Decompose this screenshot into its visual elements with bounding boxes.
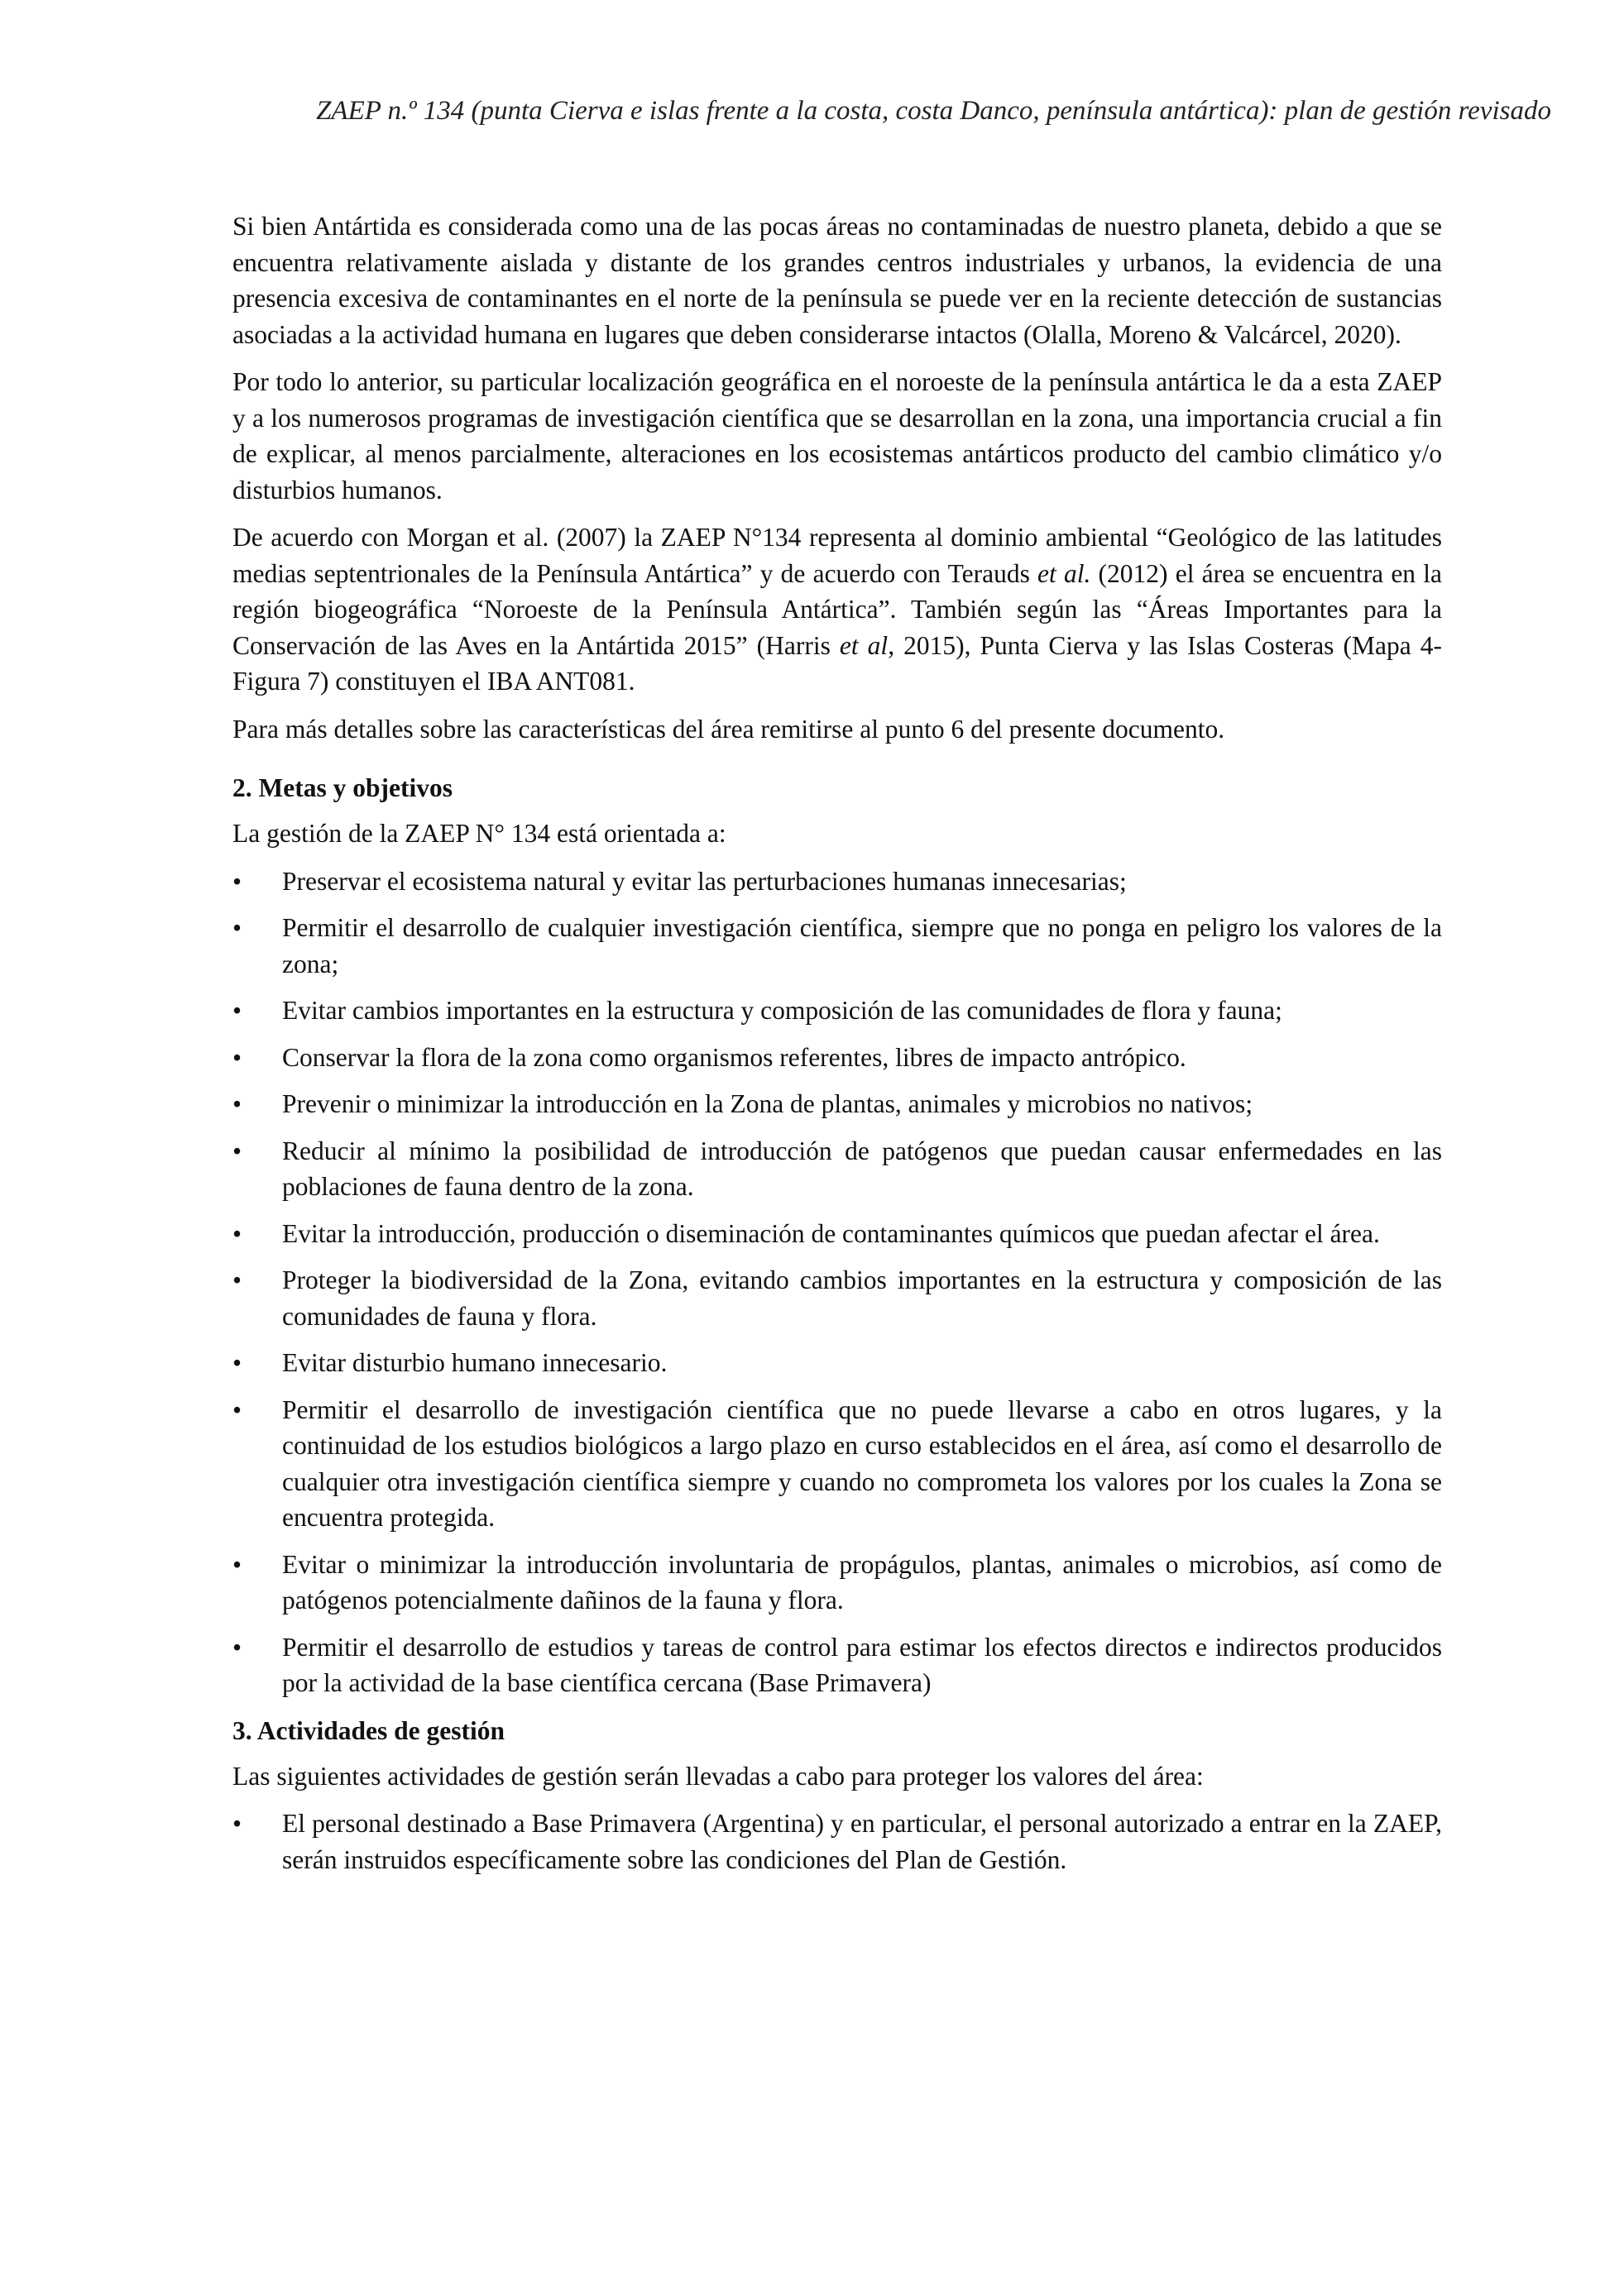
biogeography-paragraph bbox=[232, 519, 1442, 700]
list-item-text: Proteger la biodiversidad de la Zona, evitando cambios importantes en la estructura y composición de las comunidades de fauna y flora. bbox=[282, 1265, 1442, 1331]
intro-paragraph-1: Si bien Antártida es considerada como una de las pocas áreas no contaminadas de nuestro planeta, debido a que se encuentra relativamente aislada y distante de los grandes centros industriales y urbanos, la evidencia de una presencia excesiva de contaminantes en el norte de la península se puede ver en la reciente detección de sustancias asociadas a la actividad humana en lugares que deben considerarse intactos (Olalla, Moreno & Valcárcel, 2020). bbox=[232, 212, 1442, 349]
details-paragraph: Para más detalles sobre las características del área remitirse al punto 6 del presente documento. bbox=[232, 714, 1225, 744]
list-item bbox=[232, 1806, 1442, 1877]
list-item bbox=[232, 1040, 1442, 1076]
list-item bbox=[232, 1392, 1442, 1536]
bullet-icon: • bbox=[232, 913, 242, 942]
list-item-text: Evitar o minimizar la introducción involuntaria de propágulos, plantas, animales o microbios, así como de patógenos potencialmente dañinos de la fauna y flora. bbox=[282, 1549, 1442, 1614]
bullet-icon: • bbox=[232, 1348, 242, 1377]
intro-paragraph-2: Por todo lo anterior, su particular localización geográfica en el noroeste de la península antártica le da a esta ZAEP y a los numerosos programas de investigación científica que se desarrollan en la zona, una importancia crucial a fin de explicar, al menos parcialmente, alteraciones en los ecosistemas antárticos producto del cambio climático y/o disturbios humanos. bbox=[232, 367, 1442, 505]
list-item-text: Permitir el desarrollo de cualquier investigación científica, siempre que no ponga en peligro los valores de la zona; bbox=[282, 913, 1442, 978]
list-item-text: Permitir el desarrollo de investigación científica que no puede llevarse a cabo en otros lugares, y la continuidad de los estudios biológicos a largo plazo en curso establecidos en el área, así como el desarrollo de cualquier otra investigación científica siempre y cuando no comprometa los valores por los cuales la Zona se encuentra protegida. bbox=[282, 1394, 1442, 1532]
list-item-text: Conservar la flora de la zona como organismos referentes, libres de impacto antrópico. bbox=[282, 1042, 1186, 1072]
section-2-heading: 2. Metas y objetivos bbox=[232, 773, 453, 802]
list-item bbox=[232, 1216, 1442, 1252]
bullet-icon: • bbox=[232, 996, 242, 1025]
list-item-text: Evitar la introducción, producción o diseminación de contaminantes químicos que puedan afectar el área. bbox=[282, 1218, 1380, 1248]
bullet-icon: • bbox=[232, 1632, 242, 1662]
list-item-text: El personal destinado a Base Primavera (Argentina) y en particular, el personal autorizado a entrar en la ZAEP, serán instruidos específicamente sobre las condiciones del Plan de Gestión. bbox=[282, 1809, 1442, 1874]
list-item bbox=[232, 993, 1442, 1029]
running-header: ZAEP n.º 134 (punta Cierva e islas frente a la costa, costa Danco, península antártica): plan de gestión revisado bbox=[316, 96, 1551, 126]
management-activities-list bbox=[232, 1806, 1442, 1877]
bullet-icon: • bbox=[232, 1042, 242, 1072]
list-item bbox=[232, 1629, 1442, 1701]
list-item bbox=[232, 910, 1442, 982]
bullet-icon: • bbox=[232, 1218, 242, 1248]
bullet-icon: • bbox=[232, 866, 242, 896]
list-item bbox=[232, 1262, 1442, 1334]
biogeo-etal-2: et al bbox=[839, 630, 889, 660]
section-2-intro: La gestión de la ZAEP N° 134 está orientada a: bbox=[232, 819, 726, 848]
section-3-intro: Las siguientes actividades de gestión serán llevadas a cabo para proteger los valores del área: bbox=[232, 1761, 1204, 1791]
list-item bbox=[232, 1345, 1442, 1381]
biogeo-text-2: (2012) el área se encuentra en la región biogeográfica “Noroeste de la Península Antártica”. También según las “Áreas Importantes para la Conservación de las Aves en la Antártida 2015” (Harris bbox=[232, 558, 1442, 660]
list-item-text: Evitar cambios importantes en la estructura y composición de las comunidades de flora y fauna; bbox=[282, 996, 1282, 1025]
section-3-heading: 3. Actividades de gestión bbox=[232, 1715, 505, 1745]
objectives-list bbox=[232, 863, 1442, 1701]
list-item-text: Preservar el ecosistema natural y evitar las perturbaciones humanas innecesarias; bbox=[282, 866, 1127, 896]
bullet-icon: • bbox=[232, 1089, 242, 1118]
list-item-text: Reducir al mínimo la posibilidad de introducción de patógenos que puedan causar enfermedades en las poblaciones de fauna dentro de la zona. bbox=[282, 1136, 1442, 1201]
list-item-text: Prevenir o minimizar la introducción en la Zona de plantas, animales y microbios no nativos; bbox=[282, 1089, 1253, 1118]
biogeo-text-3: , 2015), Punta Cierva y las Islas Costeras (Mapa 4-Figura 7) constituyen el IBA ANT081. bbox=[232, 630, 1442, 696]
bullet-icon: • bbox=[232, 1549, 242, 1579]
list-item bbox=[232, 863, 1442, 900]
bullet-icon: • bbox=[232, 1136, 242, 1165]
document-body bbox=[232, 208, 1442, 1888]
list-item bbox=[232, 1086, 1442, 1122]
bullet-icon: • bbox=[232, 1809, 242, 1838]
list-item bbox=[232, 1133, 1442, 1205]
biogeo-text-1: De acuerdo con Morgan et al. (2007) la ZAEP N°134 representa al dominio ambiental “Geológico de las latitudes medias septentrionales de la Península Antártica” y de acuerdo con Terauds bbox=[232, 523, 1442, 588]
list-item-text: Evitar disturbio humano innecesario. bbox=[282, 1348, 668, 1377]
bullet-icon: • bbox=[232, 1265, 242, 1294]
list-item-text: Permitir el desarrollo de estudios y tareas de control para estimar los efectos directos e indirectos producidos por la actividad de la base científica cercana (Base Primavera) bbox=[282, 1632, 1442, 1697]
list-item bbox=[232, 1547, 1442, 1619]
bullet-icon: • bbox=[232, 1394, 242, 1424]
biogeo-etal-1: et al. bbox=[1037, 558, 1091, 588]
